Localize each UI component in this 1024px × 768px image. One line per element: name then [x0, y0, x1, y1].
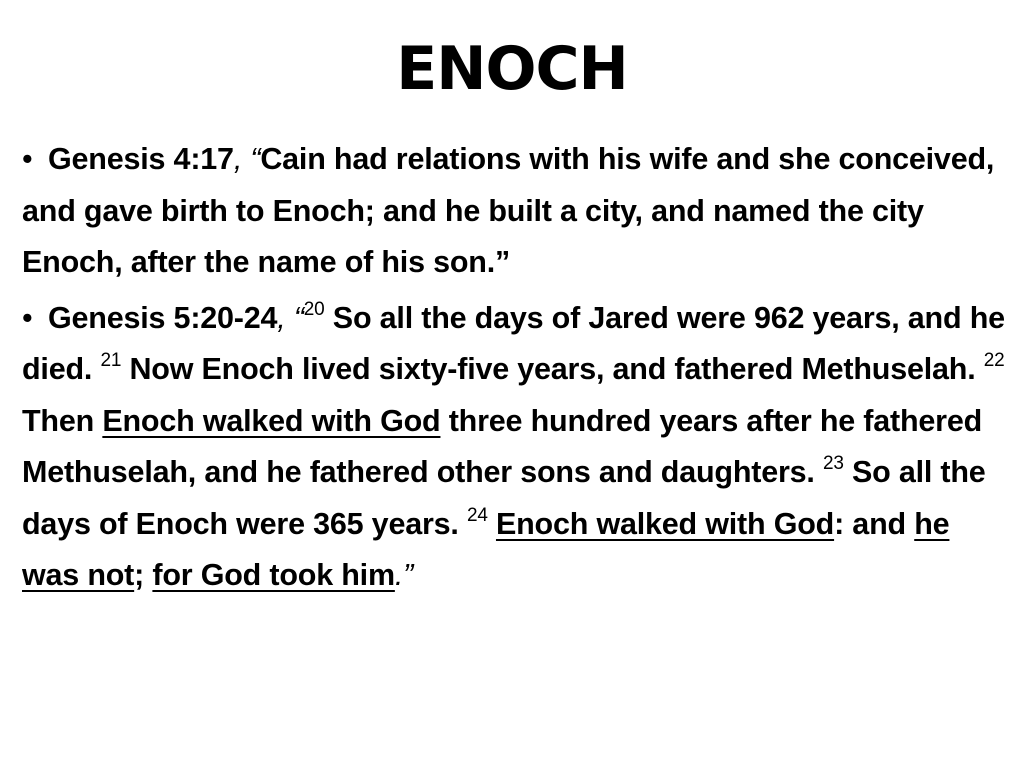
underlined-phrase: he was not [22, 506, 950, 592]
punctuation-comma: , [233, 142, 243, 176]
verse-text: ; [134, 558, 153, 592]
underlined-phrase: Enoch walked with God [102, 403, 441, 438]
verse-number: 24 [466, 504, 488, 526]
scripture-text: Cain had relations with his wife and she conceived, and gave birth to Enoch; and he built a city, and named the city Enoch, after the name of his son.” [22, 142, 995, 279]
verse-text: Then [22, 403, 103, 438]
verse-number: 22 [983, 350, 1005, 371]
verse-text: Now Enoch lived sixty-five years, and fathered Methuselah. [121, 352, 984, 386]
verse-number: 20 [303, 298, 325, 320]
scripture-reference: Genesis 4:17 [48, 142, 234, 176]
open-quote: “ [285, 300, 304, 335]
slide-body [22, 134, 1007, 606]
verse-text: . [394, 558, 404, 592]
scripture-reference: Genesis 5:20-24 [48, 300, 278, 335]
verse-number: 23 [822, 453, 844, 474]
verse-text: three hundred years after he fathered Methuselah, and he fathered other sons and daughters. [22, 403, 983, 489]
open-quote: “ [242, 142, 261, 176]
slide-title: ENOCH [396, 34, 628, 104]
punctuation-comma: , [277, 300, 286, 335]
bullet-marker: • [22, 300, 33, 335]
underlined-phrase: Enoch walked with God [495, 506, 835, 541]
verse-text: So all the days of Enoch were 365 years. [22, 455, 986, 541]
verse-text [488, 507, 496, 541]
verse-number: 21 [100, 350, 122, 371]
underlined-phrase: for God took him [152, 558, 395, 592]
bullet-genesis-4-17 [22, 134, 1007, 289]
bullet-marker: • [22, 142, 33, 176]
verse-text: : and [834, 506, 915, 541]
close-quote: ” [403, 558, 414, 592]
bullet-genesis-5-20-24 [22, 293, 1007, 602]
verse-text: So all the days of Jared were 962 years, and he died. [22, 300, 1005, 386]
